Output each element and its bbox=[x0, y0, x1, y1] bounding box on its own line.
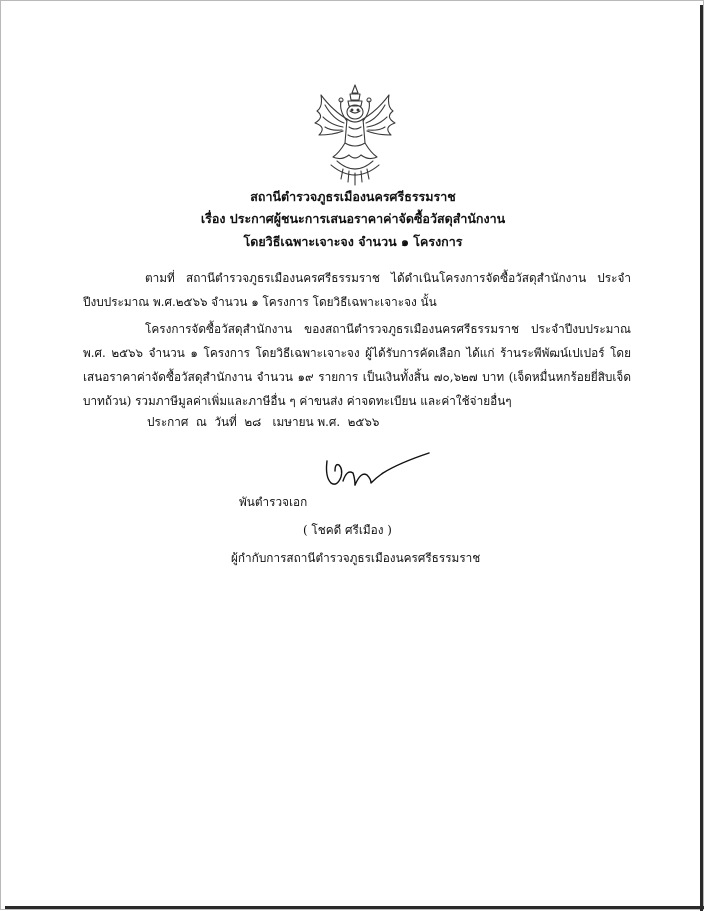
signatory-rank: พันตำรวจเอก bbox=[239, 495, 308, 509]
announcement-subject: เรื่อง ประกาศผู้ชนะการเสนอราคาค่าจัดซื้อวัสดุสำนักงาน bbox=[200, 211, 506, 226]
announcement-date: ประกาศ ณ วันที่ ๒๘ เมษายน พ.ศ. ๒๕๖๖ bbox=[147, 415, 380, 429]
body-paragraph-2: โครงการจัดซื้อวัสดุสำนักงาน ของสถานีตำรวจภูธรเมืองนครศรีธรรมราช ประจำปีงบประมาณ พ.ศ. ๒๕๖๖ จำนวน ๑ โครงการ โดยวิธีเฉพาะเจาะจง ผู้ได้รับการคัดเลือก ได้แก่ ร้านระพีพัฒน์เปเปอร์ โดยเสนอราคาค่าจัดซื้อวัสดุสำนักงาน จำนวน ๑๙ รายการ เป็นเงินทั้งสิ้น ๗๐,๖๒๗ บาท (เจ็ดหมื่นหกร้อยยี่สิบเจ็ดบาทถ้วน) รวมภาษีมูลค่าเพิ่มและภาษีอื่น ๆ ค่าขนส่ง ค่าจดทะเบียน และค่าใช้จ่ายอื่นๆ bbox=[83, 322, 631, 408]
office-name-heading: สถานีตำรวจภูธรเมืองนครศรีธรรมราช bbox=[250, 189, 456, 204]
signatory-name: ( โชคดี ศรีเมือง ) bbox=[303, 523, 392, 537]
body-paragraph-1: ตามที่ สถานีตำรวจภูธรเมืองนครศรีธรรมราช ได้ดำเนินโครงการจัดซื้อวัสดุสำนักงาน ประจำปีงบประมาณ พ.ศ.๒๕๖๖ จำนวน ๑ โครงการ โดยวิธีเฉพาะเจาะจง นั้น bbox=[83, 271, 631, 309]
garuda-emblem-icon bbox=[303, 81, 407, 191]
handwritten-signature bbox=[319, 451, 435, 497]
page-shadow-right bbox=[700, 5, 703, 911]
procurement-method-line: โดยวิธีเฉพาะเจาะจง จำนวน ๑ โครงการ bbox=[243, 234, 463, 249]
page-shadow-bottom bbox=[5, 906, 704, 909]
signatory-position: ผู้กำกับการสถานีตำรวจภูธรเมืองนครศรีธรรมราช bbox=[231, 551, 481, 565]
